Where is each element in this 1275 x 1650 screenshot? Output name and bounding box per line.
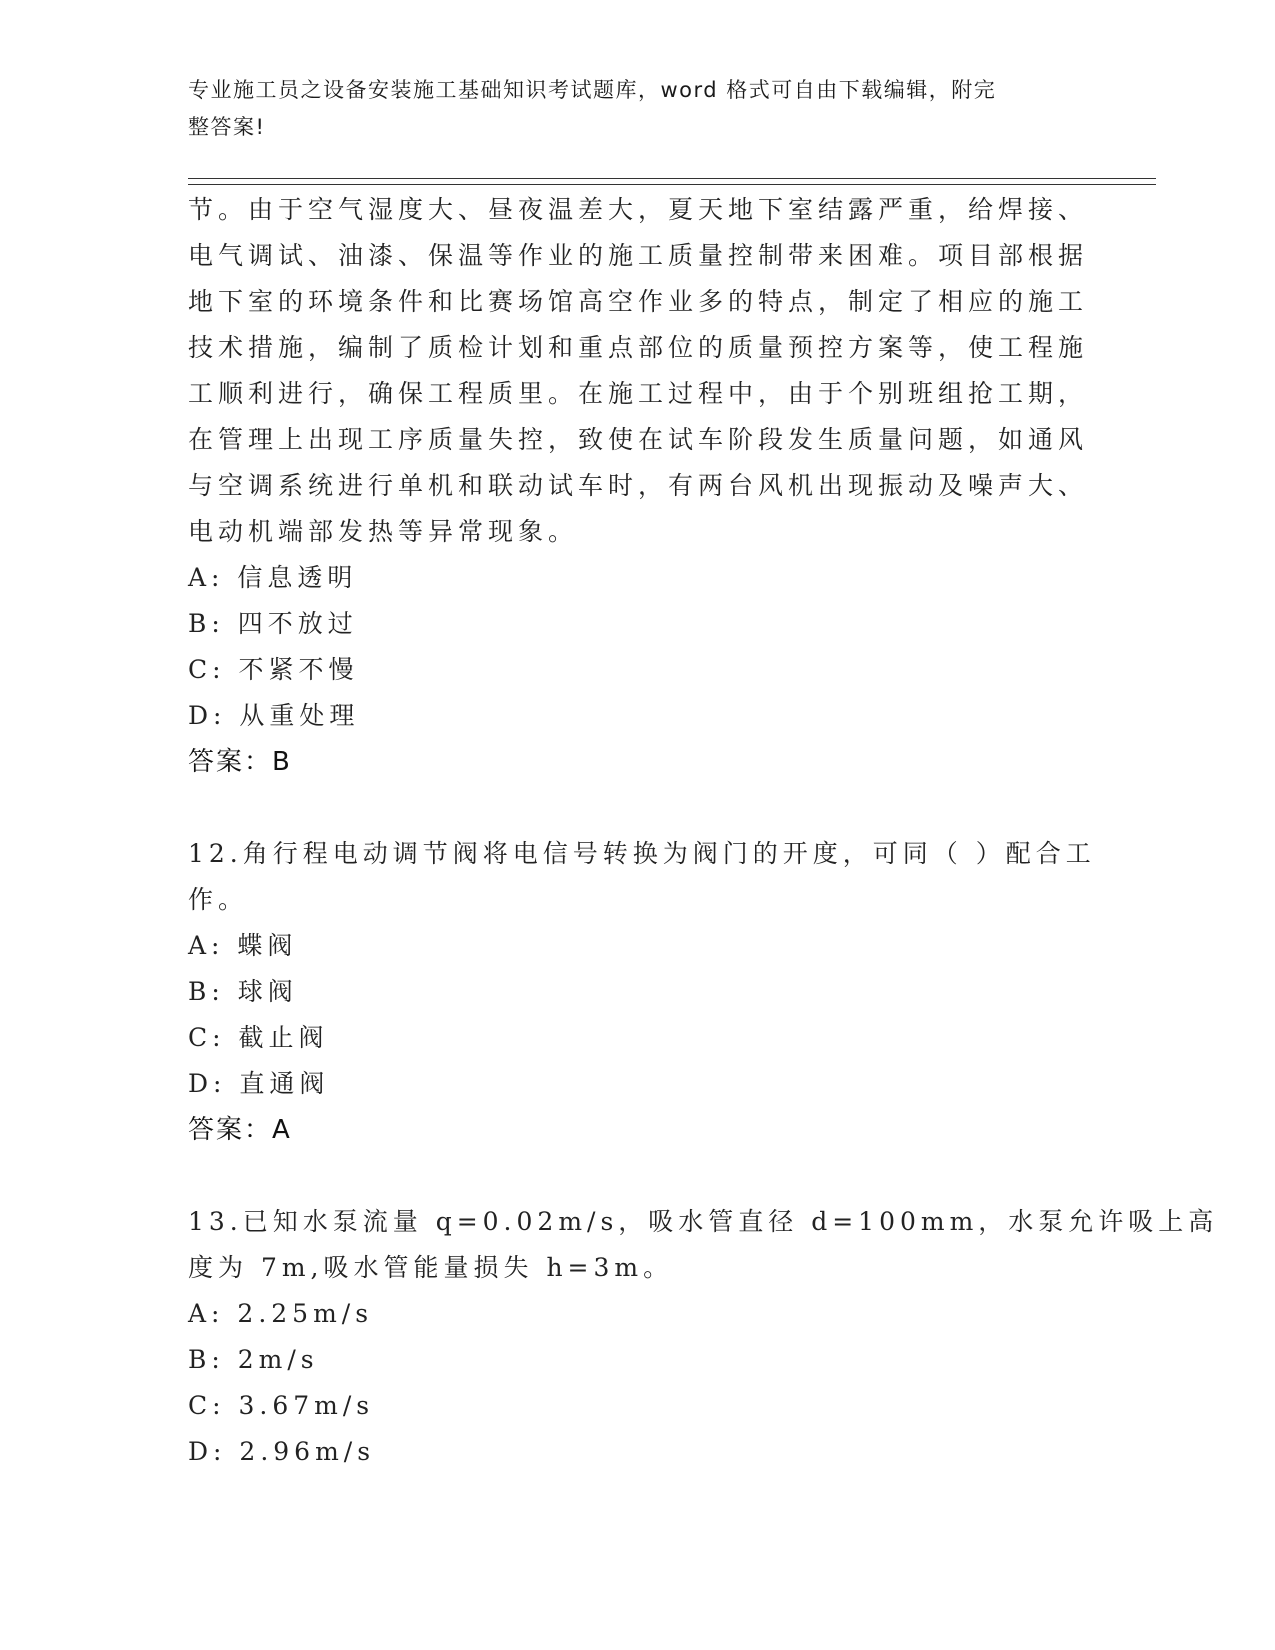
answer-label: 答案：A [188, 1115, 292, 1145]
question-text-line: 12.角行程电动调节阀将电信号转换为阀门的开度，可同（ ）配合工 [188, 839, 1096, 868]
question-text-line: 电动机端部发热等异常现象。 [188, 517, 579, 546]
question-11-continuation [188, 187, 1089, 785]
question-13 [188, 1199, 1219, 1475]
option-c: C: 3.67m/s [188, 1391, 375, 1420]
header-line: 专业施工员之设备安装施工基础知识考试题库，word 格式可自由下载编辑，附完 [188, 78, 997, 102]
option-b: B: 四不放过 [188, 609, 358, 638]
option-d: D: 2.96m/s [188, 1437, 376, 1466]
option-a: A: 蝶阀 [188, 931, 298, 960]
option-a: A: 2.25m/s [188, 1299, 374, 1328]
question-text-line: 度为 7m,吸水管能量损失 h=3m。 [188, 1253, 674, 1282]
document-header [188, 72, 1068, 146]
header-line: 整答案! [188, 115, 266, 139]
header-divider [188, 178, 1156, 185]
question-text-line: 技术措施，编制了质检计划和重点部位的质量预控方案等，使工程施 [188, 333, 1089, 362]
document-body [188, 187, 1219, 1475]
option-d: D: 从重处理 [188, 701, 360, 730]
question-text-line: 13.已知水泵流量 q=0.02m/s，吸水管直径 d=100mm，水泵允许吸上高 [188, 1207, 1219, 1236]
question-text-line: 电气调试、油漆、保温等作业的施工质量控制带来困难。项目部根据 [188, 241, 1089, 270]
answer-label: 答案：B [188, 747, 292, 777]
option-b: B: 2m/s [188, 1345, 319, 1374]
option-a: A: 信息透明 [188, 563, 358, 592]
option-d: D: 直通阀 [188, 1069, 330, 1098]
question-text-line: 作。 [188, 885, 249, 914]
option-c: C: 不紧不慢 [188, 655, 359, 684]
question-text-line: 在管理上出现工序质量失控，致使在试车阶段发生质量问题，如通风 [188, 425, 1089, 454]
question-text-line: 与空调系统进行单机和联动试车时，有两台风机出现振动及噪声大、 [188, 471, 1089, 500]
question-text-line: 地下室的环境条件和比赛场馆高空作业多的特点，制定了相应的施工 [188, 287, 1089, 316]
question-text-line: 节。由于空气湿度大、昼夜温差大，夏天地下室结露严重，给焊接、 [188, 195, 1089, 224]
question-12 [188, 831, 1096, 1153]
question-text-line: 工顺利进行，确保工程质里。在施工过程中，由于个别班组抢工期， [188, 379, 1089, 408]
option-c: C: 截止阀 [188, 1023, 329, 1052]
option-b: B: 球阀 [188, 977, 298, 1006]
